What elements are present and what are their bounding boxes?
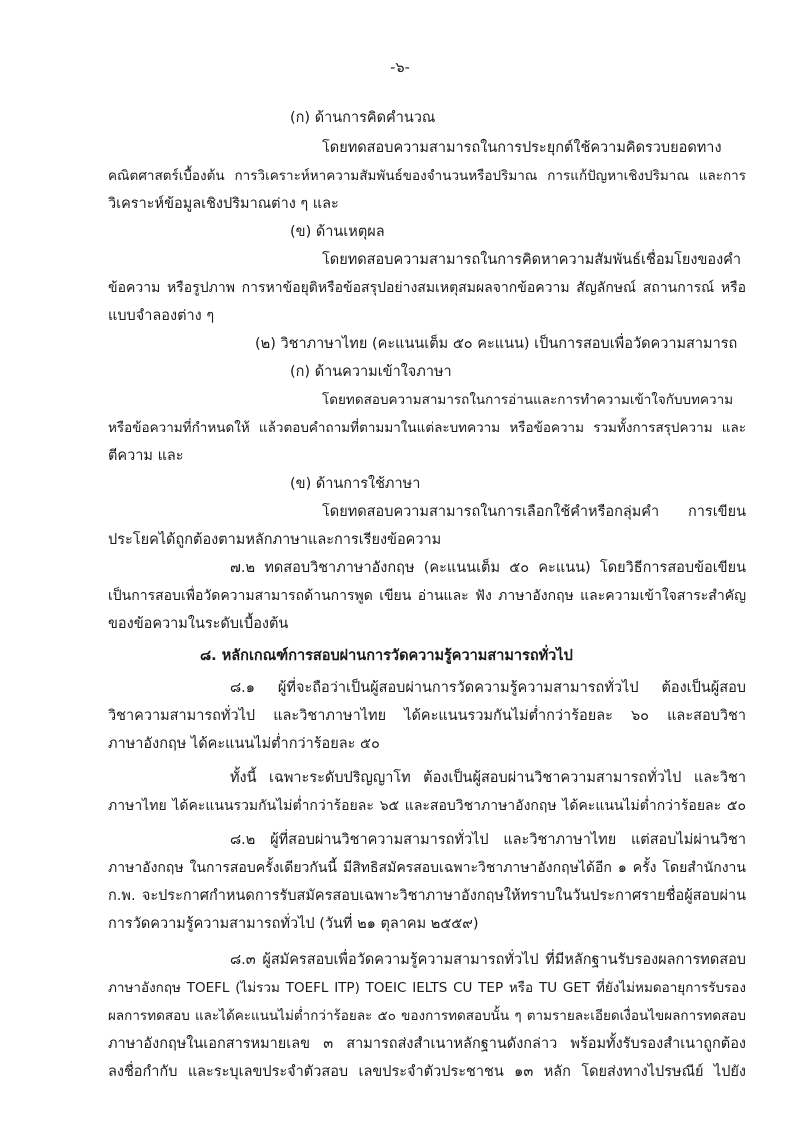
paragraph-line: แบบจำลองต่าง ๆ [108,308,215,324]
heading-language-use: (ข) ด้านการใช้ภาษา [290,476,421,492]
paragraph-line: การวัดความรู้ความสามารถทั่วไป (วันที่ ๒๑ ตุลาคม ๒๕๕๙) [108,916,479,932]
paragraph-line: ภาษาอังกฤษ ในการสอบครั้งเดียวกันนี้ มีสิทธิสมัครสอบเฉพาะวิชาภาษาอังกฤษได้อีก ๑ ครั้ง โดยสำนักงาน [108,860,746,876]
paragraph-line: วิชาความสามารถทั่วไป และวิชาภาษาไทย ได้คะแนนรวมกันไม่ต่ำกว่าร้อยละ ๖๐ และสอบวิชา [108,708,746,724]
paragraph-line: วิเคราะห์ข้อมูลเชิงปริมาณต่าง ๆ และ [108,196,339,212]
section-8-heading: ๘. หลักเกณฑ์การสอบผ่านการวัดความรู้ความสามารถทั่วไป [200,648,573,664]
paragraph-line: ภาษาอังกฤษในเอกสารหมายเลข ๓ สามารถส่งสำเนาหลักฐานดังกล่าว พร้อมทั้งรับรองสำเนาถูกต้อง [108,1036,746,1052]
paragraph-line: โดยทดสอบความสามารถในการเลือกใช้คำหรือกลุ่มคำ การเขียน [322,504,746,520]
paragraph-line: ตีความ และ [108,448,184,464]
paragraph-line: ลงชื่อกำกับ และระบุเลขประจำตัวสอบ เลขประจำตัวประชาชน ๑๓ หลัก โดยส่งทางไปรษณีย์ ไปยัง [108,1064,746,1080]
heading-calculation: (ก) ด้านการคิดคำนวณ [290,110,436,126]
paragraph-line: ของข้อความในระดับเบื้องต้น [108,616,289,632]
paragraph-line: หรือข้อความที่กำหนดให้ แล้วตอบคำถามที่ตามมาในแต่ละบทความ หรือข้อความ รวมทั้งการสรุปความ และ [108,420,746,436]
paragraph-line: ภาษาอังกฤษ TOEFL (ไม่รวม TOEFL ITP) TOEIC IELTS CU TEP หรือ TU GET ที่ยังไม่หมดอายุการรับรอง [108,980,746,996]
section-8-2: ๘.๒ ผู้ที่สอบผ่านวิชาความสามารถทั่วไป และวิชาภาษาไทย แต่สอบไม่ผ่านวิชา [230,832,746,848]
section-8-3: ๘.๓ ผู้สมัครสอบเพื่อวัดความรู้ความสามารถทั่วไป ที่มีหลักฐานรับรองผลการทดสอบ [230,952,746,968]
paragraph-line: ทั้งนี้ เฉพาะระดับปริญญาโท ต้องเป็นผู้สอบผ่านวิชาความสามารถทั่วไป และวิชา [230,770,746,786]
paragraph-line: คณิตศาสตร์เบื้องต้น การวิเคราะห์หาความสัมพันธ์ของจำนวนหรือปริมาณ การแก้ปัญหาเชิงปริมาณ และการ [108,168,746,184]
section-8-1: ๘.๑ ผู้ที่จะถือว่าเป็นผู้สอบผ่านการวัดความรู้ความสามารถทั่วไป ต้องเป็นผู้สอบ [230,680,746,696]
section-7-2: ๗.๒ ทดสอบวิชาภาษาอังกฤษ (คะแนนเต็ม ๕๐ คะแนน) โดยวิธีการสอบข้อเขียน [230,560,746,576]
paragraph-line: ประโยคได้ถูกต้องตามหลักภาษาและการเรียงข้อความ [108,532,442,548]
heading-comprehension: (ก) ด้านความเข้าใจภาษา [290,364,452,380]
heading-thai-subject: (๒) วิชาภาษาไทย (คะแนนเต็ม ๕๐ คะแนน) เป็นการสอบเพื่อวัดความสามารถ [255,336,738,352]
paragraph-line: ผลการทดสอบ และได้คะแนนไม่ต่ำกว่าร้อยละ ๕๐ ของการทดสอบนั้น ๆ ตามรายละเอียดเงื่อนไขผลการทดสอบ [108,1008,746,1024]
paragraph-line: โดยทดสอบความสามารถในการอ่านและการทำความเข้าใจกับบทความ [322,392,734,408]
heading-reasoning: (ข) ด้านเหตุผล [290,224,385,240]
paragraph-line: ข้อความ หรือรูปภาพ การหาข้อยุติหรือข้อสรุปอย่างสมเหตุสมผลจากข้อความ สัญลักษณ์ สถานการณ์ หรือ [108,280,746,296]
page-number: -๖- [390,60,410,76]
paragraph-line: ภาษาอังกฤษ ได้คะแนนไม่ต่ำกว่าร้อยละ ๕๐ [108,736,380,752]
paragraph-line: โดยทดสอบความสามารถในการคิดหาความสัมพันธ์เชื่อมโยงของคำ [322,252,741,268]
paragraph-line: ภาษาไทย ได้คะแนนรวมกันไม่ต่ำกว่าร้อยละ ๖๕ และสอบวิชาภาษาอังกฤษ ได้คะแนนไม่ต่ำกว่าร้อยละ ๕๐ [108,798,746,814]
paragraph-line: โดยทดสอบความสามารถในการประยุกต์ใช้ความคิดรวบยอดทาง [322,140,722,156]
paragraph-line: เป็นการสอบเพื่อวัดความสามารถด้านการพูด เขียน อ่านและ ฟัง ภาษาอังกฤษ และความเข้าใจสาระสำคัญ [108,588,746,604]
paragraph-line: ก.พ. จะประกาศกำหนดการรับสมัครสอบเฉพาะวิชาภาษาอังกฤษให้ทราบในวันประกาศรายชื่อผู้สอบผ่าน [108,888,746,904]
